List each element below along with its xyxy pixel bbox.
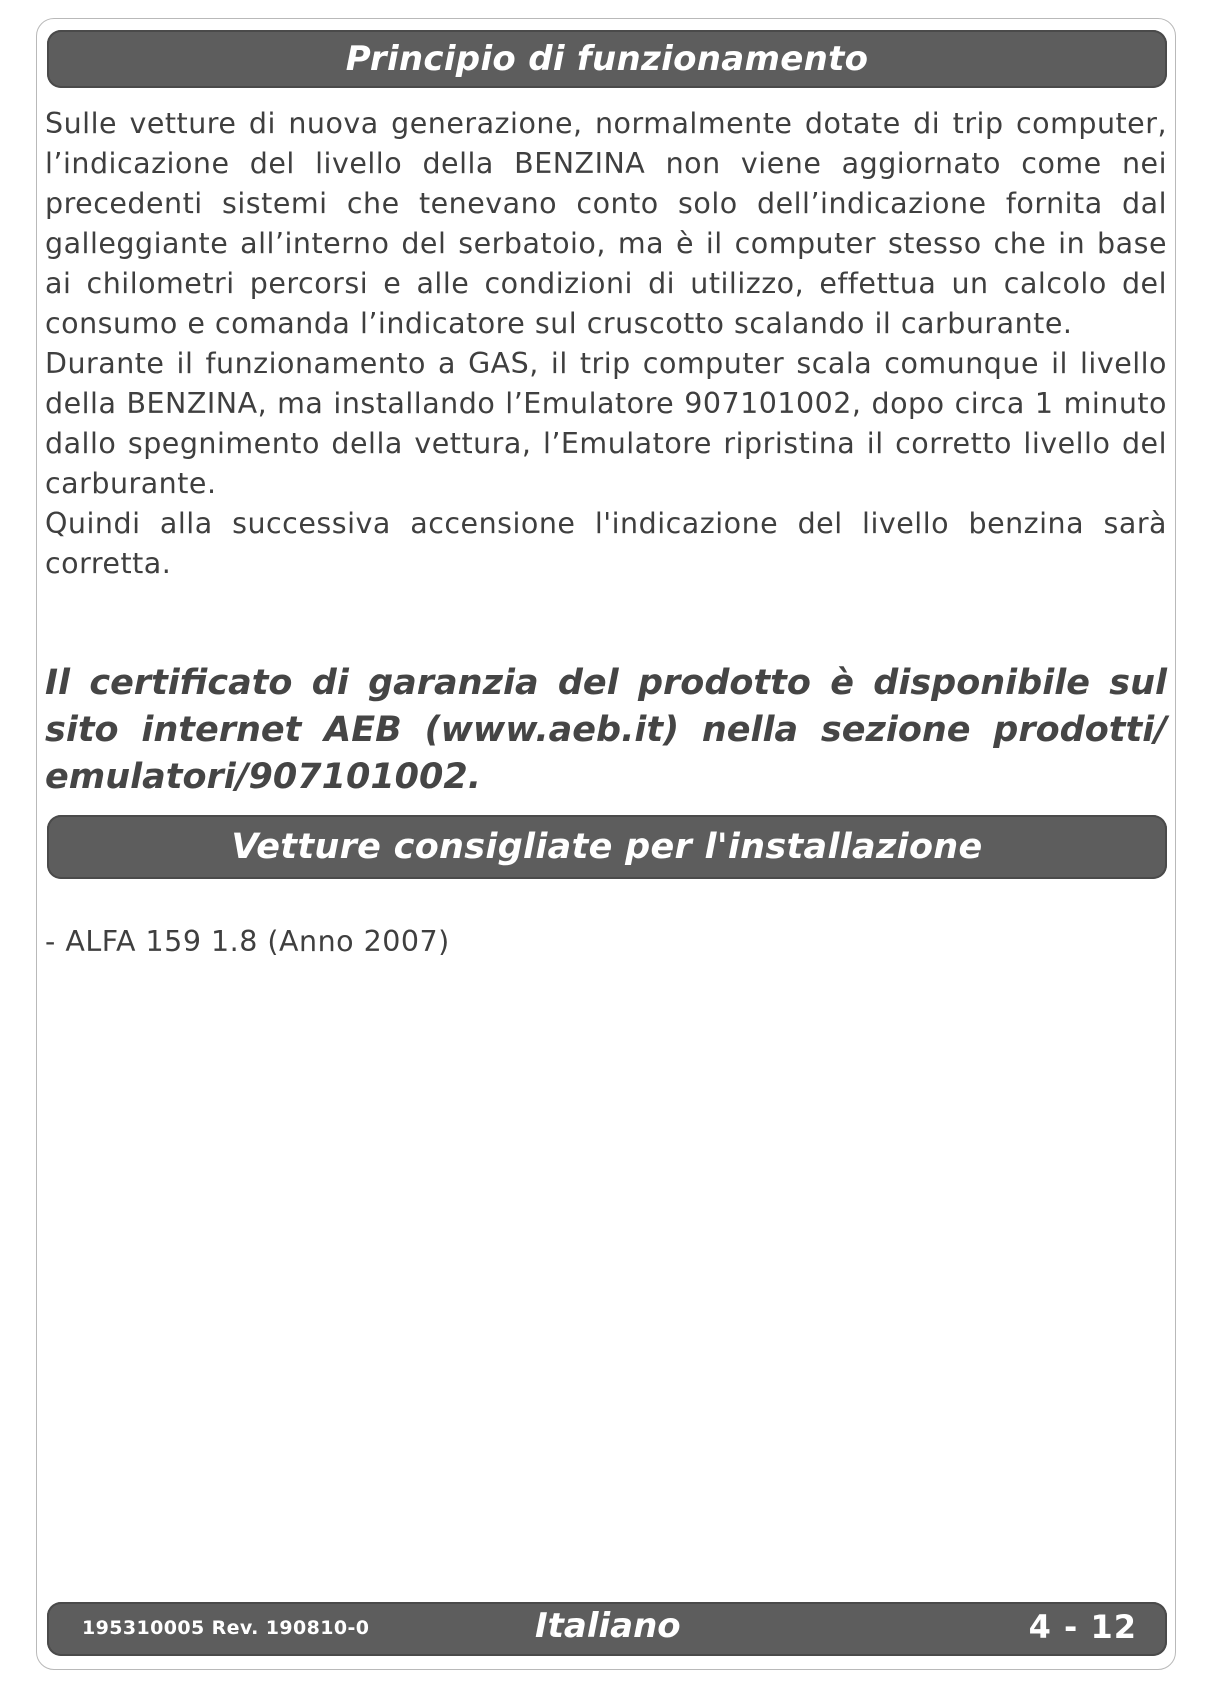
section-header-principle xyxy=(47,30,1167,88)
vehicle-list-item: - ALFA 159 1.8 (Anno 2007) xyxy=(45,925,450,958)
footer-language: Italiano xyxy=(535,1606,681,1646)
section-header-vehicles xyxy=(47,815,1167,879)
section-title-vehicles: Vetture consigliate per l'installazione xyxy=(231,827,983,867)
warranty-note: Il certificato di garanzia del prodotto è disponibile sul sito internet AEB (www.aeb.it) nella sezione prodotti/ emulatori/907101002. xyxy=(45,663,1167,797)
vehicle-list xyxy=(45,922,450,962)
principle-body xyxy=(45,104,1167,584)
principle-paragraph-2: Durante il funzionamento a GAS, il trip computer scala comunque il livello della BENZINA, ma installando l’Emulatore 907101002, dopo circa 1 minuto dallo spegnimento della vettura, l’Emulatore ripristina il corretto livello del carburante. xyxy=(45,347,1167,500)
principle-paragraph-3: Quindi alla successiva accensione l'indicazione del livello benzina sarà corretta. xyxy=(45,507,1167,580)
principle-paragraph-1: Sulle vetture di nuova generazione, normalmente dotate di trip computer, l’indicazione del livello della BENZINA non viene aggiornato come nei precedenti sistemi che tenevano conto solo dell’indicazione fornita dal galleggiante all’interno del serbatoio, ma è il computer stesso che in base ai chilometri percorsi e alle condizioni di utilizzo, effettua un calcolo del consumo e comanda l’indicatore sul cruscotto scalando il carburante. xyxy=(45,107,1167,340)
section-title-principle: Principio di funzionamento xyxy=(345,39,869,79)
footer-bar xyxy=(47,1602,1167,1656)
footer-page-number: 4 - 12 xyxy=(1028,1608,1137,1646)
footer-document-code: 195310005 Rev. 190810-0 xyxy=(82,1617,370,1639)
